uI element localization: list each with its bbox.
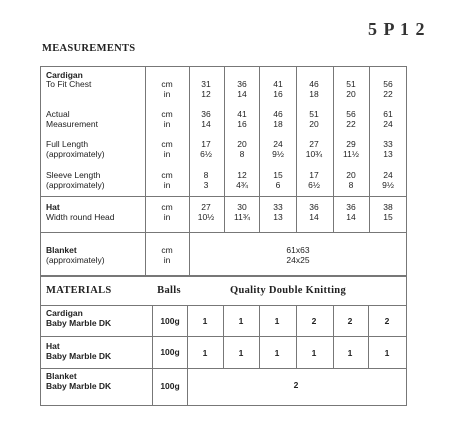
size-value: 13 [273, 212, 283, 222]
column-divider [187, 305, 188, 406]
column-divider [152, 305, 153, 406]
item-weight: 100g [160, 347, 180, 357]
measurements-heading: MEASUREMENTS [42, 43, 136, 54]
ball-count: 1 [238, 316, 244, 326]
item-name: Cardigan [46, 308, 83, 318]
size-value: 8 [239, 149, 245, 159]
row-label: (approximately) [46, 255, 105, 265]
unit-cm: cm [161, 109, 173, 119]
ball-count: 1 [238, 348, 244, 358]
size-value: 22 [346, 119, 356, 129]
size-value: 14 [346, 212, 356, 222]
unit-in: in [163, 212, 171, 222]
size-value: 33 [273, 202, 283, 212]
size-value: 36 [237, 79, 247, 89]
size-value: 3 [203, 180, 209, 190]
unit-cm: cm [161, 139, 173, 149]
size-value: 11½ [343, 149, 359, 159]
column-divider [145, 66, 146, 276]
size-value: 15 [273, 170, 283, 180]
size-value: 20 [346, 170, 356, 180]
size-value: 14 [309, 212, 319, 222]
column-divider [223, 305, 224, 368]
ball-count: 2 [347, 316, 353, 326]
size-value: 20 [346, 89, 356, 99]
row-divider [40, 196, 407, 197]
row-label: Width round Head [46, 212, 115, 222]
size-value: 24 [383, 170, 393, 180]
item-weight: 100g [160, 381, 180, 391]
size-value: 51 [309, 109, 319, 119]
size-value: 8 [348, 180, 354, 190]
unit-cm: cm [161, 79, 173, 89]
ball-count: 1 [202, 316, 208, 326]
row-label: Actual [46, 109, 70, 119]
yarn-quality-label: Quality Double Knitting [229, 285, 347, 296]
ball-count: 2 [384, 316, 390, 326]
size-value: 6½ [200, 149, 212, 159]
size-value: 51 [346, 79, 356, 89]
size-value: 14 [237, 89, 247, 99]
item-name: Blanket [46, 371, 77, 381]
unit-in: in [163, 89, 171, 99]
balls-label: Balls [157, 285, 181, 296]
size-value: 12 [201, 89, 211, 99]
size-value: 41 [237, 109, 247, 119]
size-value: 46 [309, 79, 319, 89]
size-value: 46 [273, 109, 283, 119]
size-value: 16 [237, 119, 247, 129]
size-value: 30 [237, 202, 247, 212]
blanket-size-in: 24x25 [286, 255, 310, 265]
ball-count: 2 [311, 316, 317, 326]
column-divider [259, 66, 260, 232]
size-value: 24 [383, 119, 393, 129]
size-value: 27 [201, 202, 211, 212]
unit-cm: cm [161, 245, 173, 255]
blanket-size-cm: 61x63 [286, 245, 310, 255]
unit-in: in [163, 119, 171, 129]
size-value: 14 [201, 119, 211, 129]
column-divider [333, 305, 334, 368]
ball-count: 1 [202, 348, 208, 358]
size-value: 8 [203, 170, 209, 180]
size-value: 6 [275, 180, 281, 190]
row-label: Full Length [46, 139, 89, 149]
size-value: 12 [237, 170, 247, 180]
size-value: 27 [309, 139, 319, 149]
size-value: 13 [383, 149, 393, 159]
materials-heading: MATERIALS [46, 285, 112, 296]
column-divider [296, 305, 297, 368]
size-value: 38 [383, 202, 393, 212]
size-value: 33 [383, 139, 393, 149]
size-value: 10½ [197, 212, 215, 222]
column-divider [368, 305, 369, 368]
row-label: (approximately) [46, 149, 105, 159]
size-value: 4¾ [236, 180, 248, 190]
column-divider [224, 66, 225, 232]
unit-in: in [163, 255, 171, 265]
size-value: 22 [383, 89, 393, 99]
ball-count: 1 [311, 348, 317, 358]
size-value: 56 [346, 109, 356, 119]
size-value: 20 [237, 139, 247, 149]
size-value: 9½ [272, 149, 284, 159]
row-label: Measurement [46, 119, 98, 129]
unit-in: in [163, 149, 171, 159]
size-value: 61 [383, 109, 393, 119]
ball-count: 1 [384, 348, 390, 358]
size-value: 36 [201, 109, 211, 119]
size-value: 36 [346, 202, 356, 212]
size-value: 56 [383, 79, 393, 89]
size-value: 29 [346, 139, 356, 149]
row-label: To Fit Chest [46, 79, 92, 89]
hat-section-title: Hat [46, 202, 60, 212]
column-divider [296, 66, 297, 232]
ball-count: 1 [274, 348, 280, 358]
size-value: 31 [201, 79, 211, 89]
size-value: 17 [201, 139, 211, 149]
size-value: 16 [273, 89, 283, 99]
size-value: 10¾ [305, 149, 323, 159]
size-value: 36 [309, 202, 319, 212]
cardigan-section-title: Cardigan [46, 70, 83, 80]
row-divider [40, 232, 407, 233]
ball-count: 1 [274, 316, 280, 326]
size-value: 11¾ [234, 212, 250, 222]
column-divider [369, 66, 370, 232]
size-value: 17 [309, 170, 319, 180]
ball-count: 2 [293, 380, 299, 390]
item-yarn: Baby Marble DK [46, 351, 112, 361]
size-value: 24 [273, 139, 283, 149]
item-yarn: Baby Marble DK [46, 381, 112, 391]
item-weight: 100g [160, 316, 180, 326]
page-corner-text: 5 P 1 2 [368, 19, 426, 39]
size-value: 6½ [308, 180, 320, 190]
unit-cm: cm [161, 202, 173, 212]
size-value: 18 [309, 89, 319, 99]
row-divider [40, 368, 407, 369]
row-label: (approximately) [46, 180, 105, 190]
size-value: 41 [273, 79, 283, 89]
row-label: Sleeve Length [46, 170, 101, 180]
size-value: 18 [273, 119, 283, 129]
size-value: 15 [383, 212, 393, 222]
column-divider [259, 305, 260, 368]
ball-count: 1 [347, 348, 353, 358]
item-yarn: Baby Marble DK [46, 318, 112, 328]
unit-in: in [163, 180, 171, 190]
size-value: 20 [309, 119, 319, 129]
column-divider [189, 66, 190, 276]
size-value: 9½ [382, 180, 394, 190]
blanket-section-title: Blanket [46, 245, 77, 255]
item-name: Hat [46, 341, 60, 351]
column-divider [333, 66, 334, 232]
unit-cm: cm [161, 170, 173, 180]
